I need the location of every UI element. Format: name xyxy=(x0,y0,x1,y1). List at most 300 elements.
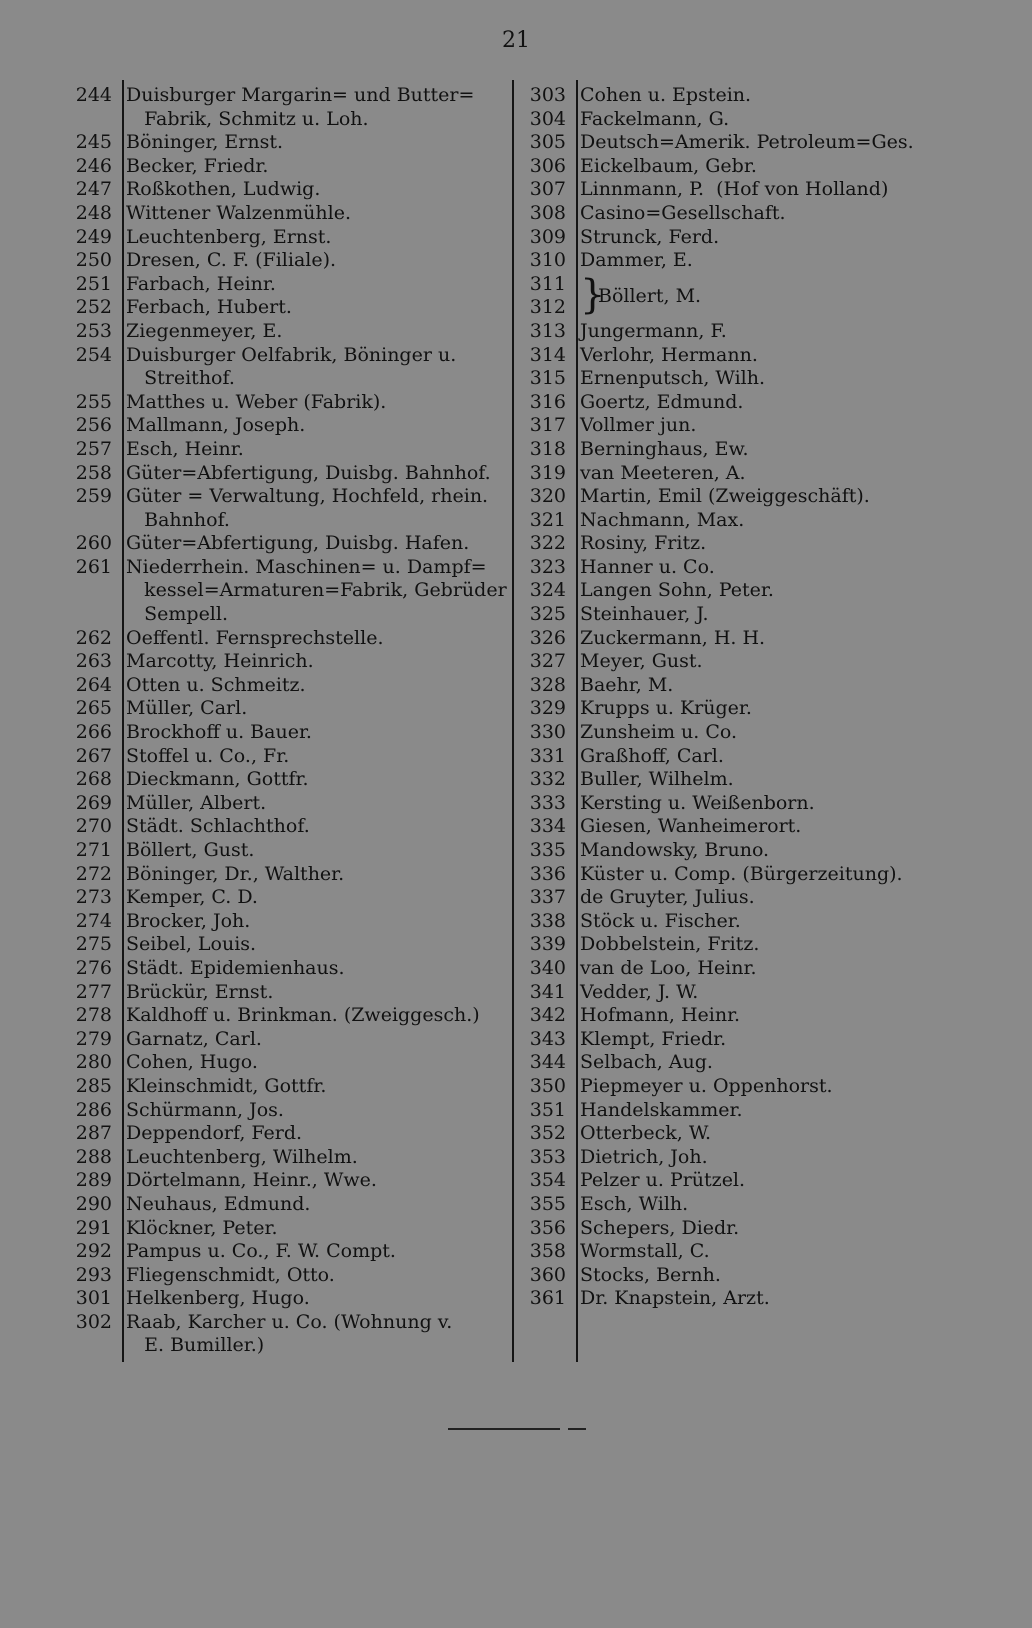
directory-entry xyxy=(516,1217,986,1241)
directory-entry xyxy=(516,391,986,415)
directory-entry xyxy=(60,131,516,155)
entry-name: Leuchtenberg, Wilhelm. xyxy=(126,1145,358,1168)
directory-entry xyxy=(60,202,516,226)
directory-entry xyxy=(516,155,986,179)
entry-number: 247 xyxy=(75,178,112,201)
entry-number: 264 xyxy=(75,673,112,696)
entry-name: Selbach, Aug. xyxy=(580,1051,713,1074)
directory-entry xyxy=(60,768,516,792)
entry-number: 324 xyxy=(529,579,566,602)
entry-number: 286 xyxy=(75,1098,112,1121)
entry-number: 332 xyxy=(529,768,566,791)
entry-name: Cohen, Hugo. xyxy=(126,1051,258,1074)
entry-name: Leuchtenberg, Ernst. xyxy=(126,225,332,248)
entry-number: 289 xyxy=(75,1169,112,1192)
directory-entry xyxy=(516,556,986,580)
directory-entry xyxy=(516,485,986,509)
directory-entry xyxy=(60,438,516,462)
entry-number: 344 xyxy=(529,1051,566,1074)
entry-name: Dammer, E. xyxy=(580,249,693,272)
entry-number: 325 xyxy=(529,603,566,626)
directory-entry xyxy=(516,249,986,273)
entry-name: Kemper, C. D. xyxy=(126,886,258,909)
directory-entry xyxy=(60,697,516,721)
entry-number: 250 xyxy=(75,249,112,272)
directory-entry xyxy=(516,721,986,745)
directory-entry xyxy=(516,839,986,863)
directory-entry xyxy=(60,792,516,816)
directory-entry xyxy=(60,981,516,1005)
entry-name: Linnmann, P. (Hof von Holland) xyxy=(580,178,889,201)
footer-rule xyxy=(448,1428,560,1430)
directory-entry xyxy=(60,815,516,839)
entry-number: 257 xyxy=(75,437,112,460)
entry-number: 258 xyxy=(75,461,112,484)
entry-name: Strunck, Ferd. xyxy=(580,225,720,248)
directory-entry xyxy=(60,650,516,674)
entry-number: 266 xyxy=(75,721,112,744)
entry-number: 267 xyxy=(75,744,112,767)
directory-entry xyxy=(60,1311,516,1358)
entry-number: 293 xyxy=(75,1263,112,1286)
entry-name: Giesen, Wanheimerort. xyxy=(580,815,802,838)
entry-number: 277 xyxy=(75,980,112,1003)
entry-number: 355 xyxy=(529,1192,566,1215)
directory-entry xyxy=(60,226,516,250)
entry-number: 312 xyxy=(529,296,566,319)
entry-name: Schürmann, Jos. xyxy=(126,1098,284,1121)
directory-entry xyxy=(516,108,986,132)
entry-name: Otten u. Schmeitz. xyxy=(126,673,306,696)
directory-entry xyxy=(60,1099,516,1123)
entry-number: 287 xyxy=(75,1122,112,1145)
directory-entry xyxy=(60,745,516,769)
entry-name: Dietrich, Joh. xyxy=(580,1145,708,1168)
entry-name: Eickelbaum, Gebr. xyxy=(580,154,757,177)
entry-number: 313 xyxy=(529,319,566,342)
directory-entry xyxy=(516,627,986,651)
entry-name: Oeffentl. Fernsprechstelle. xyxy=(126,626,384,649)
directory-entry xyxy=(516,603,986,627)
directory-entry xyxy=(60,532,516,556)
entry-number: 270 xyxy=(75,815,112,838)
entry-name: Güter = Verwaltung, Hochfeld, rhein. Bahnhof. xyxy=(126,485,489,531)
directory-entry xyxy=(60,1051,516,1075)
entry-name: Garnatz, Carl. xyxy=(126,1027,262,1050)
entry-name: Kersting u. Weißenborn. xyxy=(580,791,815,814)
entry-number: 317 xyxy=(529,414,566,437)
directory-entry xyxy=(60,249,516,273)
entry-name: Wittener Walzenmühle. xyxy=(126,201,352,224)
entry-name: Vedder, J. W. xyxy=(580,980,699,1003)
directory-entry xyxy=(516,202,986,226)
entry-number: 265 xyxy=(75,697,112,720)
entry-number: 291 xyxy=(75,1216,112,1239)
directory-entry xyxy=(516,1028,986,1052)
entry-name: Esch, Heinr. xyxy=(126,437,244,460)
entry-number: 245 xyxy=(75,131,112,154)
directory-entry xyxy=(516,863,986,887)
entry-number: 327 xyxy=(529,650,566,673)
entry-name: Duisburger Margarin= und Butter= Fabrik, Schmitz u. Loh. xyxy=(126,84,475,130)
directory-entry xyxy=(60,320,516,344)
entry-number: 333 xyxy=(529,791,566,814)
directory-entry xyxy=(516,1146,986,1170)
directory-entry xyxy=(60,462,516,486)
entry-number: 315 xyxy=(529,367,566,390)
directory-entry xyxy=(516,1051,986,1075)
entry-name: Rosiny, Fritz. xyxy=(580,532,707,555)
entry-number: 318 xyxy=(529,437,566,460)
entry-number: 311 xyxy=(529,272,566,295)
entry-name: Güter=Abfertigung, Duisbg. Hafen. xyxy=(126,532,470,555)
directory-entry xyxy=(60,721,516,745)
directory-entry xyxy=(516,768,986,792)
directory-entry xyxy=(60,1193,516,1217)
entry-number: 246 xyxy=(75,154,112,177)
entry-number: 279 xyxy=(75,1027,112,1050)
directory-entry xyxy=(60,296,516,320)
entry-name: Müller, Albert. xyxy=(126,791,267,814)
entry-name: Niederrhein. Maschinen= u. Dampf= kessel=Armaturen=Fabrik, Gebrüder Sempell. xyxy=(126,555,507,626)
entry-name: Stöck u. Fischer. xyxy=(580,909,741,932)
right-column xyxy=(516,84,986,1311)
entry-name: Deppendorf, Ferd. xyxy=(126,1122,303,1145)
entry-name: Langen Sohn, Peter. xyxy=(580,579,774,602)
directory-entry xyxy=(516,344,986,368)
entry-number: 271 xyxy=(75,839,112,861)
entry-number: 329 xyxy=(529,697,566,720)
entry-number: 321 xyxy=(529,508,566,531)
directory-entry xyxy=(516,532,986,556)
entry-name: Böllert, Gust. xyxy=(126,839,255,861)
entry-number: 341 xyxy=(529,980,566,1003)
directory-entry xyxy=(60,84,516,131)
entry-number: 290 xyxy=(75,1192,112,1215)
entry-name: Martin, Emil (Zweiggeschäft). xyxy=(580,485,870,508)
entry-name: Otterbeck, W. xyxy=(580,1122,712,1145)
entry-number: 288 xyxy=(75,1145,112,1168)
entry-number: 259 xyxy=(75,485,112,508)
entry-name: Farbach, Heinr. xyxy=(126,272,276,295)
directory-entry xyxy=(60,839,516,863)
entry-number: 360 xyxy=(529,1263,566,1286)
directory-entry xyxy=(60,1146,516,1170)
entry-number: 262 xyxy=(75,626,112,649)
entry-name: Klöckner, Peter. xyxy=(126,1216,278,1239)
entry-number: 260 xyxy=(75,532,112,555)
entry-name: Dieckmann, Gottfr. xyxy=(126,768,309,791)
entry-number: 326 xyxy=(529,626,566,649)
grouped-numbers xyxy=(516,273,580,320)
directory-entry xyxy=(60,178,516,202)
entry-number: 335 xyxy=(529,839,566,861)
directory-entry xyxy=(60,863,516,887)
entry-name: Roßkothen, Ludwig. xyxy=(126,178,321,201)
entry-number: 255 xyxy=(75,390,112,413)
entry-number: 306 xyxy=(529,154,566,177)
directory-entry xyxy=(516,1193,986,1217)
directory-entry xyxy=(516,697,986,721)
entry-number: 352 xyxy=(529,1122,566,1145)
entry-number: 316 xyxy=(529,390,566,413)
entry-number: 301 xyxy=(75,1287,112,1310)
entry-number: 292 xyxy=(75,1240,112,1263)
entry-number: 244 xyxy=(75,84,112,106)
entry-number: 256 xyxy=(75,414,112,437)
entry-number: 280 xyxy=(75,1051,112,1074)
directory-entry xyxy=(60,1240,516,1264)
entry-name: Zunsheim u. Co. xyxy=(580,721,738,744)
entry-name: Wormstall, C. xyxy=(580,1240,710,1263)
entry-name: Stocks, Bernh. xyxy=(580,1263,721,1286)
entry-name: Pelzer u. Prützel. xyxy=(580,1169,746,1192)
entry-name: Buller, Wilhelm. xyxy=(580,768,734,791)
directory-entry xyxy=(516,579,986,603)
directory-entry xyxy=(60,414,516,438)
directory-entry-grouped xyxy=(516,273,986,320)
directory-entry xyxy=(516,957,986,981)
entry-name: Güter=Abfertigung, Duisbg. Bahnhof. xyxy=(126,461,491,484)
entry-number: 319 xyxy=(529,461,566,484)
directory-entry xyxy=(60,674,516,698)
directory-entry xyxy=(516,367,986,391)
entry-number: 339 xyxy=(529,933,566,956)
entry-name: Dr. Knapstein, Arzt. xyxy=(580,1287,770,1310)
entry-name: Böninger, Ernst. xyxy=(126,131,284,154)
entry-number: 328 xyxy=(529,673,566,696)
entry-number: 278 xyxy=(75,1004,112,1027)
entry-number: 272 xyxy=(75,862,112,885)
directory-entry xyxy=(516,1264,986,1288)
entry-number: 343 xyxy=(529,1027,566,1050)
entry-name: Piepmeyer u. Oppenhorst. xyxy=(580,1074,833,1097)
entry-name: Mandowsky, Bruno. xyxy=(580,839,770,861)
directory-entry xyxy=(60,1217,516,1241)
entry-name: Casino=Gesellschaft. xyxy=(580,201,786,224)
directory-entry xyxy=(60,391,516,415)
entry-number: 285 xyxy=(75,1074,112,1097)
entry-number: 307 xyxy=(529,178,566,201)
directory-entry xyxy=(516,226,986,250)
entry-name: Handelskammer. xyxy=(580,1098,743,1121)
directory-entry xyxy=(516,910,986,934)
entry-name: Matthes u. Weber (Fabrik). xyxy=(126,390,387,413)
directory-entry xyxy=(60,1004,516,1028)
directory-entry xyxy=(516,320,986,344)
entry-name: Meyer, Gust. xyxy=(580,650,703,673)
entry-number: 309 xyxy=(529,225,566,248)
entry-number: 253 xyxy=(75,319,112,342)
entry-name: Ferbach, Hubert. xyxy=(126,296,292,319)
directory-entry xyxy=(516,1240,986,1264)
entry-name: Brückür, Ernst. xyxy=(126,980,274,1003)
directory-entry xyxy=(60,1075,516,1099)
directory-entry xyxy=(516,131,986,155)
directory-entry xyxy=(516,650,986,674)
entry-name: Baehr, M. xyxy=(580,673,674,696)
entry-name: Marcotty, Heinrich. xyxy=(126,650,314,673)
entry-name: Becker, Friedr. xyxy=(126,154,269,177)
entry-number: 252 xyxy=(75,296,112,319)
entry-name: Brockhoff u. Bauer. xyxy=(126,721,312,744)
directory-entry xyxy=(60,1287,516,1311)
directory-entry xyxy=(516,815,986,839)
page-number: 21 xyxy=(502,28,530,53)
entry-number: 310 xyxy=(529,249,566,272)
entry-name: Cohen u. Epstein. xyxy=(580,84,752,106)
entry-name: Berninghaus, Ew. xyxy=(580,437,749,460)
entry-name: Graßhoff, Carl. xyxy=(580,744,724,767)
directory-entry xyxy=(516,981,986,1005)
entry-name: Verlohr, Hermann. xyxy=(580,343,758,366)
entry-number: 338 xyxy=(529,909,566,932)
entry-number: 314 xyxy=(529,343,566,366)
directory-entry xyxy=(60,273,516,297)
entry-number: 322 xyxy=(529,532,566,555)
entry-name: Fliegenschmidt, Otto. xyxy=(126,1263,335,1286)
entry-number: 261 xyxy=(75,555,112,578)
entry-number: 336 xyxy=(529,862,566,885)
entry-name: Neuhaus, Edmund. xyxy=(126,1192,311,1215)
directory-entry xyxy=(60,1169,516,1193)
entry-name: Dobbelstein, Fritz. xyxy=(580,933,760,956)
directory-entry xyxy=(60,933,516,957)
directory-entry xyxy=(516,462,986,486)
entry-name: Mallmann, Joseph. xyxy=(126,414,306,437)
directory-entry xyxy=(60,957,516,981)
entry-number: 268 xyxy=(75,768,112,791)
entry-number: 302 xyxy=(75,1310,112,1333)
entry-name: Nachmann, Max. xyxy=(580,508,745,531)
entry-name: Esch, Wilh. xyxy=(580,1192,689,1215)
entry-number: 323 xyxy=(529,555,566,578)
entry-number: 276 xyxy=(75,956,112,979)
entry-name: Hofmann, Heinr. xyxy=(580,1004,741,1027)
entry-number: 274 xyxy=(75,909,112,932)
entry-number: 263 xyxy=(75,650,112,673)
directory-entry xyxy=(516,745,986,769)
directory-entry xyxy=(516,1099,986,1123)
entry-name: van de Loo, Heinr. xyxy=(580,956,757,979)
entry-number: 275 xyxy=(75,933,112,956)
entry-number: 358 xyxy=(529,1240,566,1263)
entry-name: Müller, Carl. xyxy=(126,697,248,720)
entry-name: Städt. Schlachthof. xyxy=(126,815,310,838)
entry-name: Steinhauer, J. xyxy=(580,603,709,626)
entry-number: 340 xyxy=(529,956,566,979)
directory-entry xyxy=(516,178,986,202)
directory-entry xyxy=(60,1028,516,1052)
entry-number: 351 xyxy=(529,1098,566,1121)
directory-entry xyxy=(60,1264,516,1288)
entry-number: 248 xyxy=(75,201,112,224)
directory-entry xyxy=(60,155,516,179)
entry-name: Pampus u. Co., F. W. Compt. xyxy=(126,1240,396,1263)
entry-name: Brocker, Joh. xyxy=(126,909,251,932)
directory-entry xyxy=(516,886,986,910)
entry-number: 273 xyxy=(75,886,112,909)
entry-number: 269 xyxy=(75,791,112,814)
entry-name: Hanner u. Co. xyxy=(580,555,715,578)
entry-number: 303 xyxy=(529,84,566,106)
directory-entry xyxy=(60,1122,516,1146)
entry-number: 251 xyxy=(75,272,112,295)
footer-dash xyxy=(568,1428,586,1430)
directory-entry xyxy=(516,438,986,462)
entry-number: 334 xyxy=(529,815,566,838)
entry-name: Deutsch=Amerik. Petroleum=Ges. xyxy=(580,131,914,154)
entry-number: 353 xyxy=(529,1145,566,1168)
entry-number: 331 xyxy=(529,744,566,767)
directory-entry xyxy=(516,509,986,533)
entry-name: Vollmer jun. xyxy=(580,414,697,437)
entry-name: Böninger, Dr., Walther. xyxy=(126,862,345,885)
brace-icon: } xyxy=(580,271,606,318)
entry-name: Dörtelmann, Heinr., Wwe. xyxy=(126,1169,377,1192)
entry-name: Dresen, C. F. (Filiale). xyxy=(126,249,337,272)
entry-name: Küster u. Comp. (Bürgerzeitung). xyxy=(580,862,903,885)
entry-number: 350 xyxy=(529,1074,566,1097)
entry-name: van Meeteren, A. xyxy=(580,461,746,484)
directory-entry xyxy=(516,1075,986,1099)
entry-name: de Gruyter, Julius. xyxy=(580,886,755,909)
directory-entry xyxy=(60,344,516,391)
directory-entry xyxy=(516,792,986,816)
entry-name: Ernenputsch, Wilh. xyxy=(580,367,766,390)
entry-name: Schepers, Diedr. xyxy=(580,1216,740,1239)
directory-entry xyxy=(516,1287,986,1311)
entry-name: Städt. Epidemienhaus. xyxy=(126,956,345,979)
entry-name: Raab, Karcher u. Co. (Wohnung v. E. Bumiller.) xyxy=(126,1310,453,1357)
entry-name: Helkenberg, Hugo. xyxy=(126,1287,310,1310)
entry-name: Duisburger Oelfabrik, Böninger u. Streithof. xyxy=(126,343,457,390)
entry-name: Jungermann, F. xyxy=(580,319,727,342)
left-column xyxy=(60,84,516,1358)
entry-number: 361 xyxy=(529,1287,566,1310)
directory-entry xyxy=(516,933,986,957)
directory-entry xyxy=(516,1122,986,1146)
entry-number: 337 xyxy=(529,886,566,909)
entry-number: 354 xyxy=(529,1169,566,1192)
directory-entry xyxy=(516,1169,986,1193)
entry-name: Zuckermann, H. H. xyxy=(580,626,766,649)
entry-name: Kleinschmidt, Gottfr. xyxy=(126,1074,327,1097)
entry-name: Fackelmann, G. xyxy=(580,107,730,130)
entry-number: 356 xyxy=(529,1216,566,1239)
entry-number: 304 xyxy=(529,107,566,130)
directory-entry xyxy=(60,627,516,651)
directory-entry xyxy=(60,910,516,934)
entry-number: 320 xyxy=(529,485,566,508)
entry-name: Krupps u. Krüger. xyxy=(580,697,752,720)
entry-number: 342 xyxy=(529,1004,566,1027)
entry-number: 254 xyxy=(75,343,112,366)
entry-name: Ziegenmeyer, E. xyxy=(126,319,283,342)
entry-name: Klempt, Friedr. xyxy=(580,1027,727,1050)
directory-entry xyxy=(60,485,516,532)
entry-name: Seibel, Louis. xyxy=(126,933,257,956)
entry-number: 249 xyxy=(75,225,112,248)
entry-name: Kaldhoff u. Brinkman. (Zweiggesch.) xyxy=(126,1004,480,1027)
entry-name: Stoffel u. Co., Fr. xyxy=(126,744,290,767)
entry-number: 305 xyxy=(529,131,566,154)
entry-name: Böllert, M. xyxy=(598,284,702,307)
entry-number: 308 xyxy=(529,201,566,224)
directory-entry xyxy=(516,84,986,108)
directory-entry xyxy=(516,414,986,438)
directory-entry xyxy=(60,556,516,627)
